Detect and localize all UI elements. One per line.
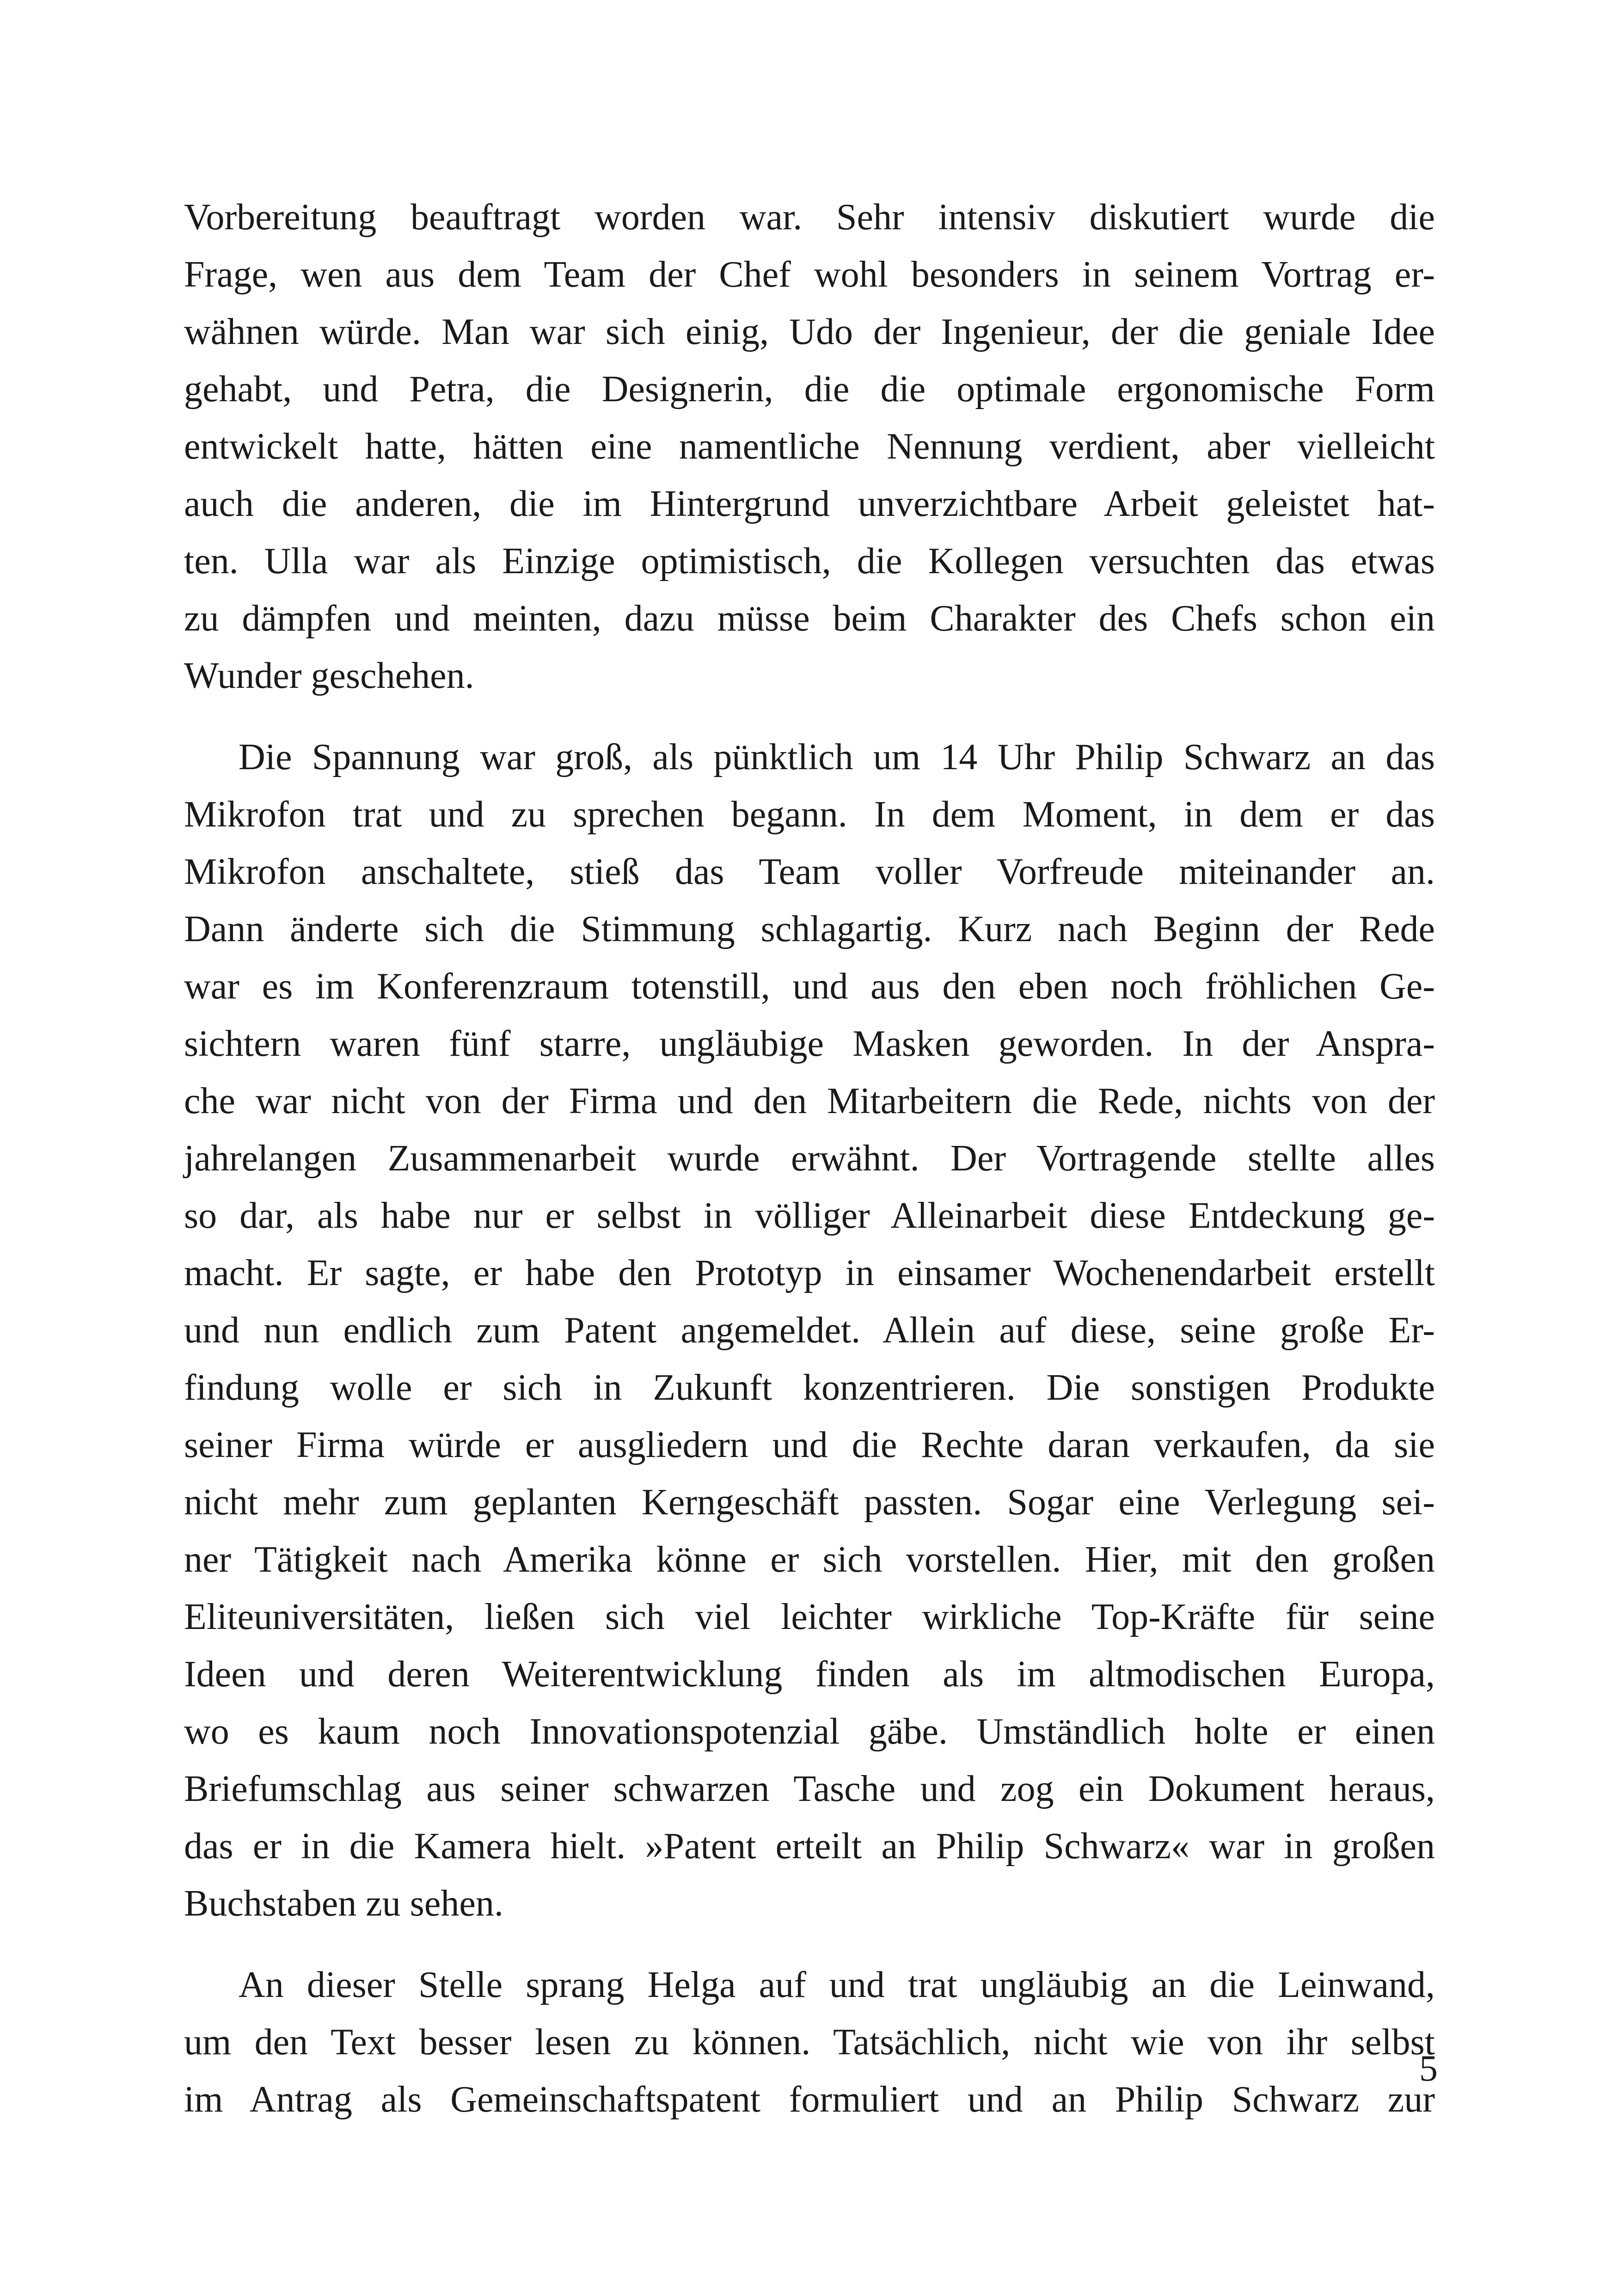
- text-line: wo es kaum noch Innovationspotenzial gäbe. Umständlich holte er einen: [184, 1711, 1435, 1752]
- text-line: um den Text besser lesen zu können. Tatsächlich, nicht wie von ihr selbst: [184, 2022, 1435, 2063]
- text-line: nicht mehr zum geplanten Kerngeschäft passten. Sogar eine Verlegung sei-: [184, 1482, 1435, 1523]
- text-line: Wunder geschehen.: [184, 655, 474, 696]
- text-line: im Antrag als Gemeinschaftspatent formuliert und an Philip Schwarz zur: [184, 2079, 1435, 2120]
- body-text: [184, 189, 1435, 2128]
- text-line: ner Tätigkeit nach Amerika könne er sich vorstellen. Hier, mit den großen: [184, 1539, 1435, 1580]
- text-line: gehabt, und Petra, die Designerin, die die optimale ergonomische Form: [184, 369, 1435, 410]
- text-line: Briefumschlag aus seiner schwarzen Tasche und zog ein Dokument heraus,: [184, 1769, 1435, 1809]
- text-line: Buchstaben zu sehen.: [184, 1883, 503, 1924]
- text-line: jahrelangen Zusammenarbeit wurde erwähnt. Der Vortragende stellte alles: [184, 1138, 1435, 1179]
- text-line: Frage, wen aus dem Team der Chef wohl besonders in seinem Vortrag er-: [184, 254, 1435, 295]
- text-line: Vorbereitung beauftragt worden war. Sehr intensiv diskutiert wurde die: [184, 197, 1435, 238]
- text-line: che war nicht von der Firma und den Mitarbeitern die Rede, nichts von der: [184, 1081, 1435, 1121]
- text-line: Dann änderte sich die Stimmung schlagartig. Kurz nach Beginn der Rede: [184, 909, 1435, 949]
- paragraph: [184, 1956, 1435, 2128]
- text-line: Eliteuniversitäten, ließen sich viel leichter wirkliche Top-Kräfte für seine: [184, 1597, 1435, 1637]
- text-line: ten. Ulla war als Einzige optimistisch, die Kollegen versuchten das etwas: [184, 541, 1435, 582]
- paragraph-gap: [184, 1932, 1435, 1956]
- text-line: so dar, als habe nur er selbst in völliger Alleinarbeit diese Entdeckung ge-: [184, 1195, 1435, 1236]
- page-number: 5: [1419, 2048, 1438, 2089]
- text-line: An dieser Stelle sprang Helga auf und trat ungläubig an die Leinwand,: [239, 1965, 1435, 2005]
- text-line: findung wolle er sich in Zukunft konzentrieren. Die sonstigen Produkte: [184, 1367, 1435, 1408]
- text-line: entwickelt hatte, hätten eine namentliche Nennung verdient, aber vielleicht: [184, 426, 1435, 467]
- paragraph: [184, 189, 1435, 704]
- text-line: und nun endlich zum Patent angemeldet. Allein auf diese, seine große Er-: [184, 1310, 1435, 1351]
- text-line: sichtern waren fünf starre, ungläubige Masken geworden. In der Anspra-: [184, 1023, 1435, 1064]
- paragraph: [184, 729, 1435, 1932]
- text-line: das er in die Kamera hielt. »Patent erteilt an Philip Schwarz« war in großen: [184, 1826, 1435, 1867]
- text-line: zu dämpfen und meinten, dazu müsse beim Charakter des Chefs schon ein: [184, 598, 1435, 639]
- text-line: seiner Firma würde er ausgliedern und die Rechte daran verkaufen, da sie: [184, 1425, 1435, 1465]
- text-line: Ideen und deren Weiterentwicklung finden als im altmodischen Europa,: [184, 1654, 1435, 1695]
- text-line: Mikrofon anschaltete, stieß das Team voller Vorfreude miteinander an.: [184, 851, 1435, 892]
- paragraph-gap: [184, 704, 1435, 729]
- text-line: macht. Er sagte, er habe den Prototyp in einsamer Wochenendarbeit erstellt: [184, 1253, 1435, 1293]
- text-line: Die Spannung war groß, als pünktlich um 14 Uhr Philip Schwarz an das: [239, 737, 1435, 778]
- text-line: wähnen würde. Man war sich einig, Udo der Ingenieur, der die geniale Idee: [184, 312, 1435, 352]
- text-line: war es im Konferenzraum totenstill, und aus den eben noch fröhlichen Ge-: [184, 966, 1435, 1007]
- text-line: Mikrofon trat und zu sprechen begann. In dem Moment, in dem er das: [184, 794, 1435, 835]
- text-line: auch die anderen, die im Hintergrund unverzichtbare Arbeit geleistet hat-: [184, 484, 1435, 524]
